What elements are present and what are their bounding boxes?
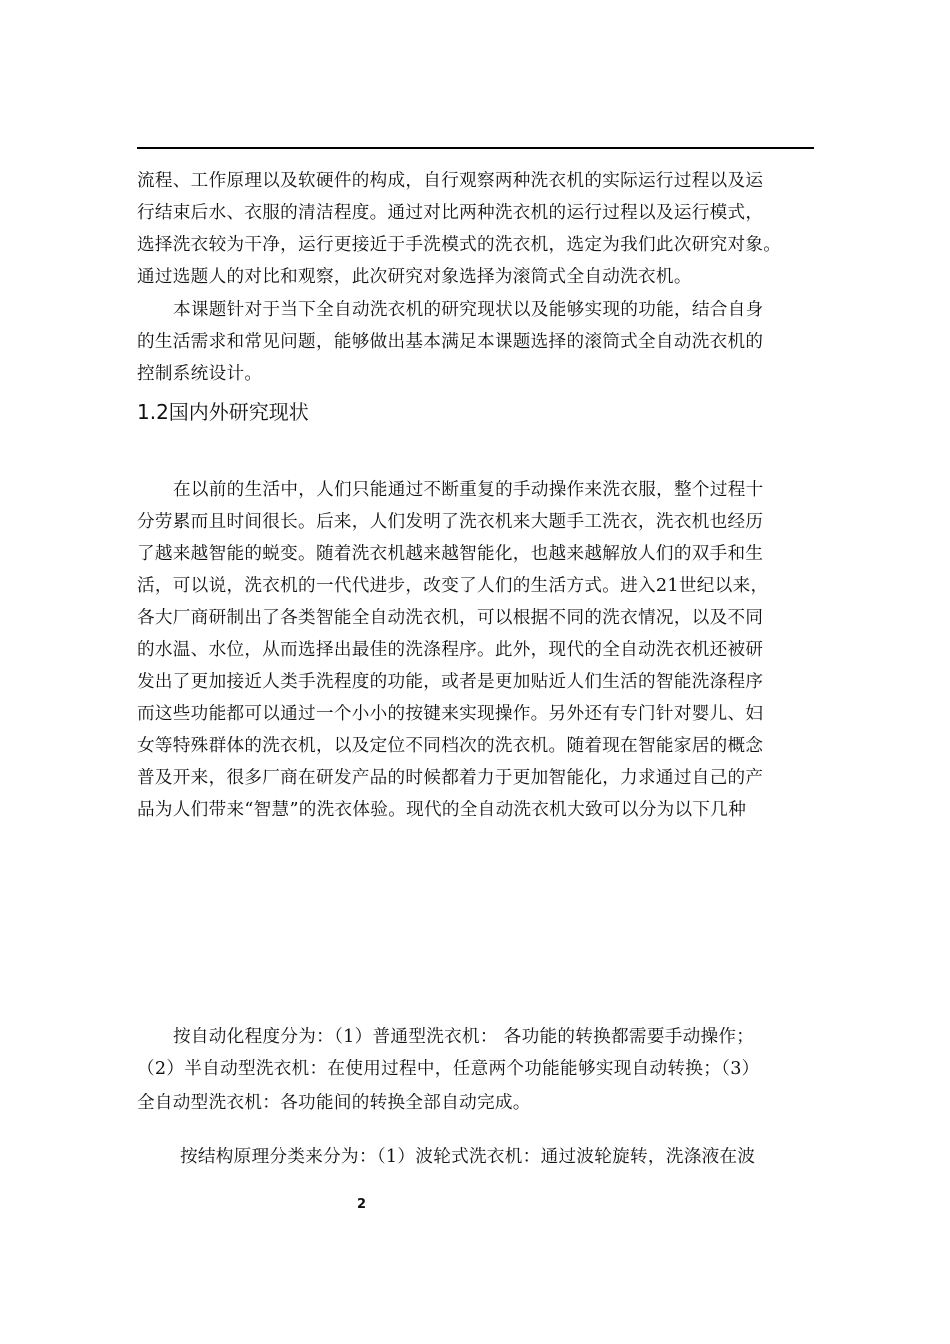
page-number: 2 (357, 1197, 367, 1212)
paragraph-line: 控制系统设计。 (137, 364, 263, 384)
paragraph-line: （2）半自动型洗衣机：在使用过程中，任意两个功能能够实现自动转换；（3） (137, 1059, 760, 1079)
paragraph-line: 各大厂商研制出了各类智能全自动洗衣机，可以根据不同的洗衣情况，以及不同 (137, 608, 764, 628)
section-heading: 1.2国内外研究现状 (137, 400, 309, 424)
paragraph-line: 本课题针对于当下全自动洗衣机的研究现状以及能够实现的功能，结合自身 (173, 300, 764, 320)
paragraph-line: 品为人们带来“智慧”的洗衣体验。现代的全自动洗衣机大致可以分为以下几种 (137, 800, 747, 820)
header-rule (137, 147, 814, 149)
paragraph-line: 了越来越智能的蜕变。随着洗衣机越来越智能化，也越来越解放人们的双手和生 (137, 544, 764, 564)
paragraph-line: 的生活需求和常见问题，能够做出基本满足本课题选择的滚筒式全自动洗衣机的 (137, 332, 764, 352)
paragraph-line: 活，可以说，洗衣机的一代代进步，改变了人们的生活方式。进入21世纪以来， (137, 576, 769, 596)
paragraph-line: 按自动化程度分为：（1）普通型洗衣机： 各功能的转换都需要手动操作； (173, 1027, 755, 1047)
paragraph-line: 而这些功能都可以通过一个小小的按键来实现操作。另外还有专门针对婴儿、妇 (137, 704, 764, 724)
paragraph-line: 分劳累而且时间很长。后来，人们发明了洗衣机来大题手工洗衣，洗衣机也经历 (137, 512, 764, 532)
paragraph-line: 通过选题人的对比和观察，此次研究对象选择为滚筒式全自动洗衣机。 (137, 267, 692, 287)
paragraph-line: 普及开来，很多厂商在研发产品的时候都着力于更加智能化，力求通过自己的产 (137, 768, 764, 788)
paragraph-line: 的水温、水位，从而选择出最佳的洗涤程序。此外，现代的全自动洗衣机还被研 (137, 640, 764, 660)
paragraph-line: 流程、工作原理以及软硬件的构成，自行观察两种洗衣机的实际运行过程以及运 (137, 171, 764, 191)
paragraph-line: 选择洗衣较为干净，运行更接近于手洗模式的洗衣机，选定为我们此次研究对象。 (137, 235, 782, 255)
paragraph-line: 按结构原理分类来分为：（1）波轮式洗衣机：通过波轮旋转，洗涤液在波 (180, 1147, 756, 1167)
paragraph-line: 女等特殊群体的洗衣机，以及定位不同档次的洗衣机。随着现在智能家居的概念 (137, 736, 764, 756)
paragraph-line: 行结束后水、衣服的清洁程度。通过对比两种洗衣机的运行过程以及运行模式， (137, 203, 764, 223)
paragraph-line: 全自动型洗衣机：各功能间的转换全部自动完成。 (137, 1093, 531, 1113)
paragraph-line: 在以前的生活中，人们只能通过不断重复的手动操作来洗衣服，整个过程十 (173, 480, 764, 500)
paragraph-line: 发出了更加接近人类手洗程度的功能，或者是更加贴近人们生活的智能洗涤程序 (137, 672, 764, 692)
